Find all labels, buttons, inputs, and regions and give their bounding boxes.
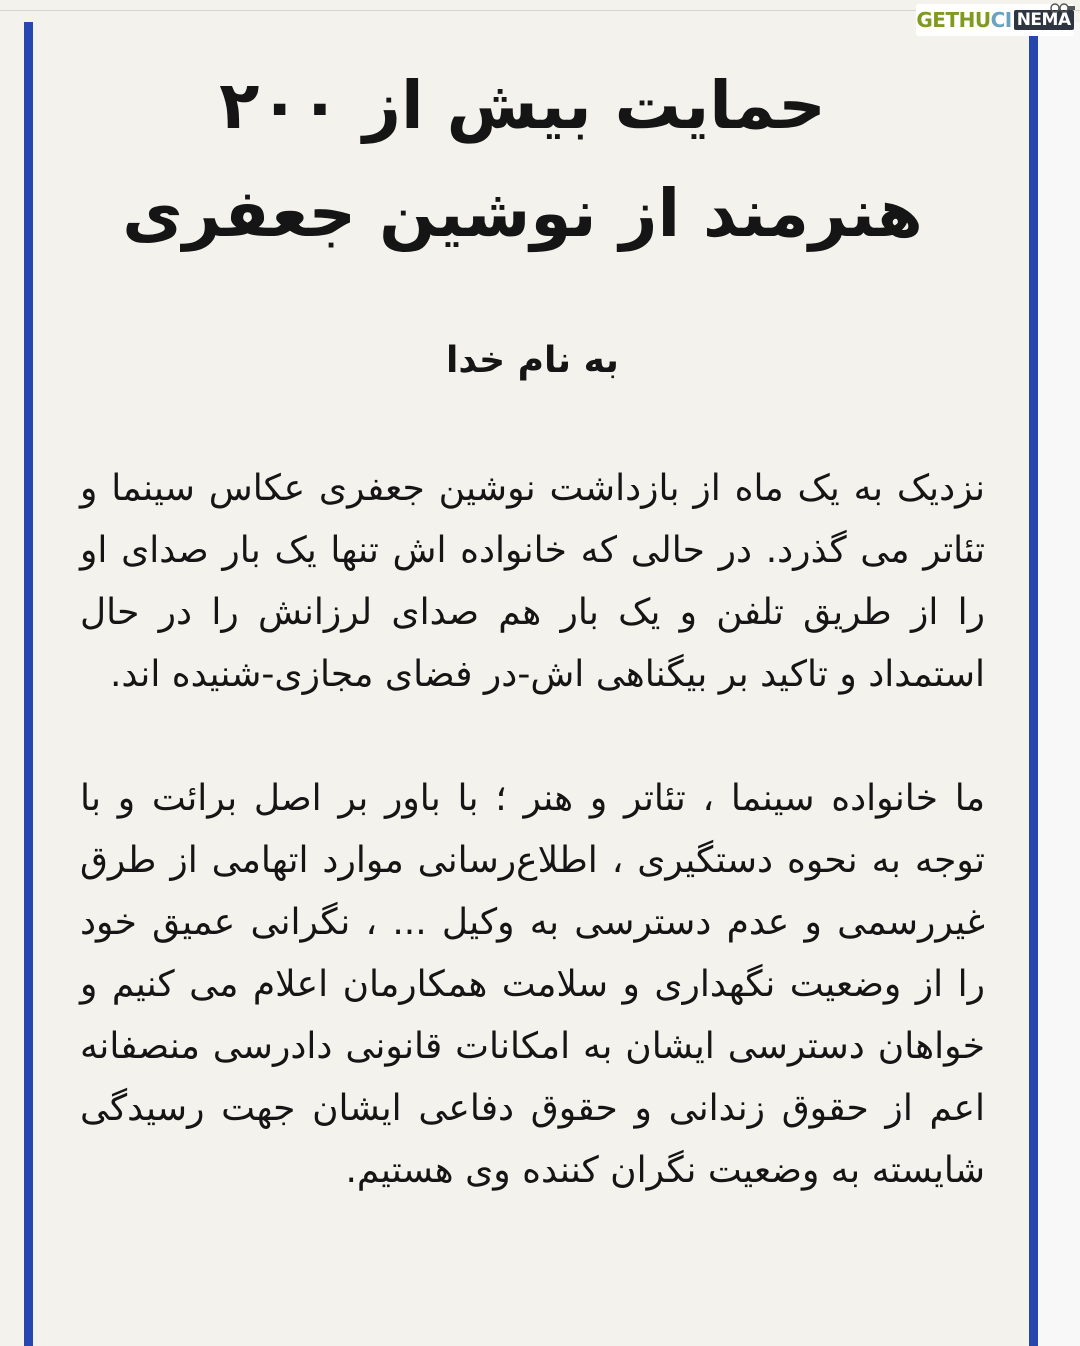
salutation: به نام خدا: [446, 340, 619, 381]
paragraph-2: ما خانواده سینما ، تئاتر و هنر ؛ با باور بر اصل برائت و با توجه به نحوه دستگیری ، اطلاع‌رسانی موارد اتهامی از طرق غیررسمی و عدم دسترسی به وکیل ... ، نگرانی عمیق خود را از وضعیت نگهداری و سلامت همکارمان اعلام می کنیم و خواهان دسترسی ایشان به امکانات قانونی دادرسی منصفانه اعم از حقوق زندانی و حقوق دفاعی ایشان جهت رسیدگی شایسته به وضعیت نگران کننده وی هستیم.: [80, 778, 985, 1191]
watermark-part-1: GETHU: [916, 8, 991, 32]
watermark-part-2: CI: [990, 8, 1012, 32]
left-blue-border: [24, 22, 33, 1346]
paragraph-1: نزدیک به یک ماه از بازداشت نوشین جعفری عکاس سینما و تئاتر می گذرد. در حالی که خانواده اش تنها یک بار صدای او را از طریق تلفن و یک بار هم صدای لرزانش را در حال استمداد و تاکید بر بیگناهی اش-در فضای مجازی-شنیده اند.: [80, 468, 985, 695]
right-blue-border: [1029, 22, 1038, 1346]
watermark-part-3: NEMA: [1014, 10, 1074, 30]
article-headline: حمایت بیش از ۲۰۰ هنرمند از نوشین جعفری: [122, 67, 923, 252]
film-reel-icon: [1050, 2, 1076, 14]
article-body: [80, 40, 985, 1330]
right-margin: [1038, 22, 1080, 1346]
